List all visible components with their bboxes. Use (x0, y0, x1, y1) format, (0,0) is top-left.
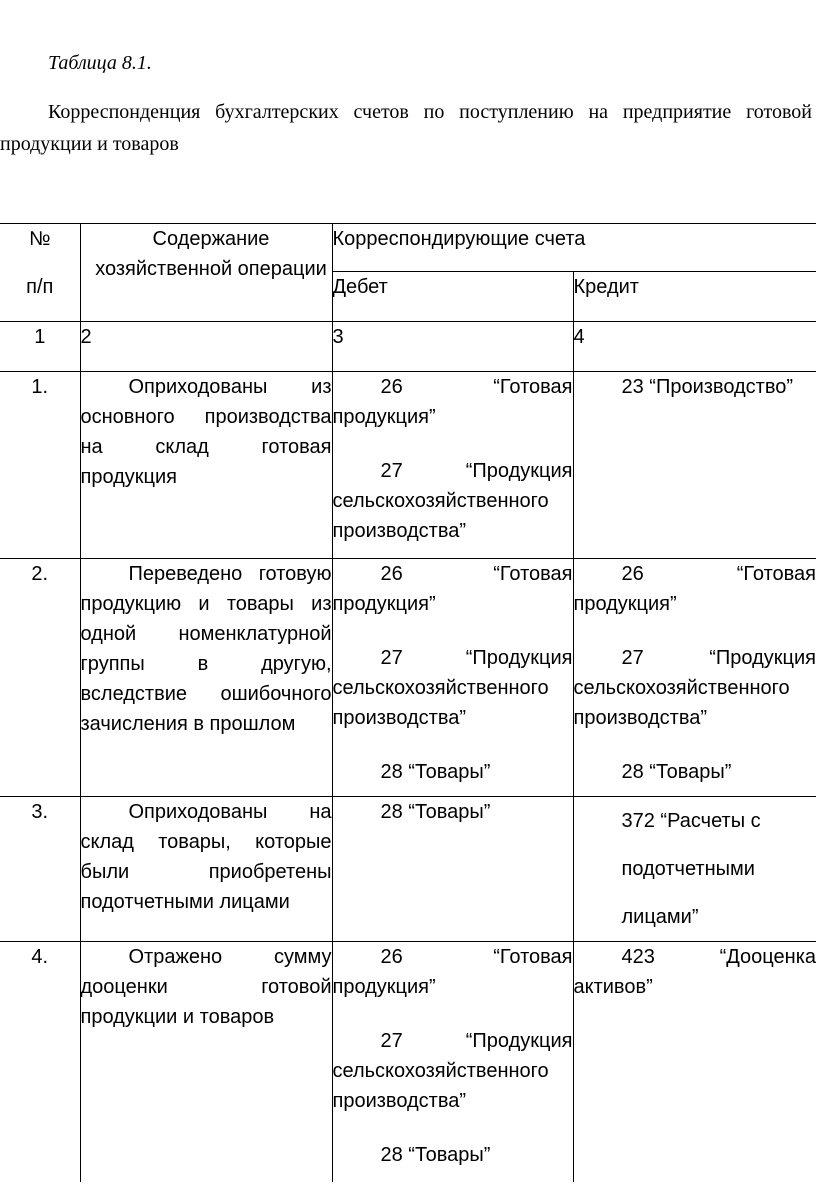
row-content (80, 797, 332, 942)
header-debit-cell (332, 272, 573, 322)
credit-entry: 28 “Товары” (621, 761, 732, 783)
header-num-top: № (29, 228, 51, 250)
debit-entry: 26 “Готовая продукция” (332, 946, 573, 998)
row-debit (332, 797, 573, 942)
row-content (80, 372, 332, 559)
credit-entry: подотчетными (621, 858, 755, 880)
row-debit (332, 942, 573, 1182)
row-num: 1. (0, 372, 80, 559)
row-content (80, 559, 332, 797)
row-num: 3. (0, 797, 80, 942)
credit-entry: 26 “Готовая продукция” (573, 563, 816, 615)
header-credit-label: Кредит (573, 276, 639, 298)
credit-entry: лицами” (621, 906, 699, 928)
row-num: 4. (0, 942, 80, 1182)
debit-entry: 27 “Продукция сельскохозяйственного производства” (332, 460, 573, 542)
debit-entry: 28 “Товары” (380, 801, 491, 823)
debit-entry: 26 “Готовая продукция” (332, 563, 573, 615)
table-caption: Таблица 8.1. (48, 52, 152, 74)
row-content (80, 942, 332, 1182)
accounts-table (0, 223, 816, 1182)
header-content-label: Содержание хозяйственной операции (95, 228, 327, 280)
credit-entry: 372 “Расчеты с (621, 810, 761, 832)
row-credit (573, 797, 816, 942)
debit-entry: 28 “Товары” (380, 1144, 491, 1166)
table-row (0, 942, 816, 1182)
header-num-bottom: п/п (26, 276, 54, 298)
index-row (0, 322, 816, 372)
row-content-text: Отражено сумму дооценки готовой продукции и товаров (80, 946, 332, 1028)
row-credit (573, 372, 816, 559)
header-accounts-label: Корреспондирующие счета (332, 228, 586, 250)
row-content-text: Оприходованы на склад товары, которые были приобретены подотчетными лицами (80, 801, 332, 913)
row-debit (332, 559, 573, 797)
header-accounts-cell (332, 224, 816, 272)
debit-entry: 26 “Готовая продукция” (332, 376, 573, 428)
header-num-cell (0, 224, 80, 322)
table-row (0, 797, 816, 942)
header-credit-cell (573, 272, 816, 322)
row-content-text: Переведено готовую продукцию и товары из одной номенклатурной группы в другую, вследствие ошибочного зачисления в прошлом (80, 563, 332, 735)
credit-entry: 423 “Дооценка активов” (573, 946, 816, 998)
credit-entry: 23 “Производство” (621, 376, 794, 398)
row-credit (573, 942, 816, 1182)
table-row (0, 559, 816, 797)
credit-entry: 27 “Продукция сельскохозяйственного производства” (573, 647, 816, 729)
table-row (0, 372, 816, 559)
index-cell-1: 1 (0, 322, 80, 372)
header-content-cell (80, 224, 332, 322)
index-cell-2: 2 (80, 322, 332, 372)
table-heading: Корреспонденция бухгалтерских счетов по поступлению на предприятие готовой продукции и товаров (0, 101, 812, 155)
index-cell-3: 3 (332, 322, 573, 372)
index-cell-4: 4 (573, 322, 816, 372)
row-credit (573, 559, 816, 797)
row-debit (332, 372, 573, 559)
row-num: 2. (0, 559, 80, 797)
debit-entry: 27 “Продукция сельскохозяйственного производства” (332, 1030, 573, 1112)
header-debit-label: Дебет (332, 276, 388, 298)
row-content-text: Оприходованы из основного производства на склад готовая продукция (80, 376, 332, 488)
debit-entry: 27 “Продукция сельскохозяйственного производства” (332, 647, 573, 729)
debit-entry: 28 “Товары” (380, 761, 491, 783)
